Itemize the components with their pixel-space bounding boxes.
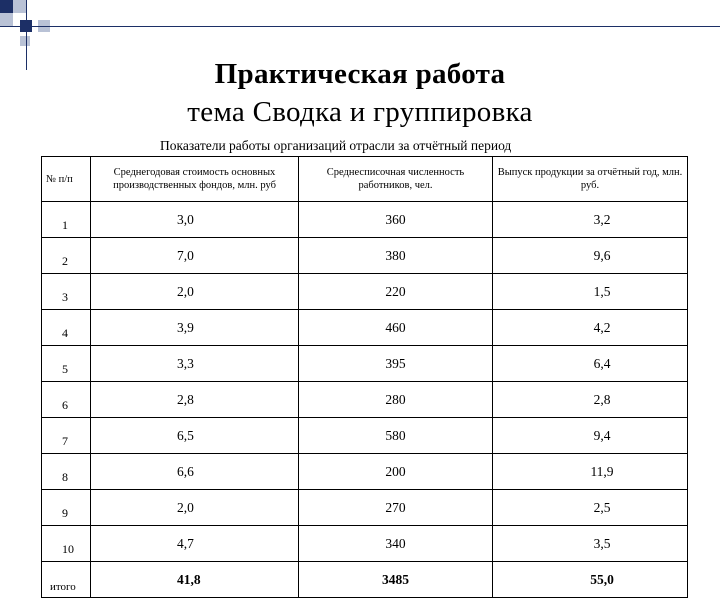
table-row (42, 490, 688, 526)
header-fixed-assets: Среднегодовая стоимость основных производственных фондов, млн. руб (91, 157, 299, 202)
table-caption: Показатели работы организаций отрасли за отчётный период (160, 138, 512, 153)
table-row (42, 238, 688, 274)
table-total-row (42, 562, 688, 598)
employees-value: 220 (299, 274, 493, 310)
row-number: 3 (42, 274, 91, 310)
table-row (42, 274, 688, 310)
employees-value: 270 (299, 490, 493, 526)
page-title: Практическая работа (214, 58, 506, 90)
page-subtitle: тема Сводка и группировка (187, 96, 533, 128)
row-number: 4 (42, 310, 91, 346)
output-value: 1,5 (493, 274, 688, 310)
output-value: 9,4 (493, 418, 688, 454)
fixed-assets-value: 3,3 (91, 346, 299, 382)
employees-value: 200 (299, 454, 493, 490)
employees-value: 340 (299, 526, 493, 562)
employees-value: 360 (299, 202, 493, 238)
row-number: 1 (42, 202, 91, 238)
row-number: 9 (42, 490, 91, 526)
deco-square-dark-top (0, 0, 13, 13)
fixed-assets-value: 3,0 (91, 202, 299, 238)
row-number: 8 (42, 454, 91, 490)
header-number: № п/п (42, 157, 91, 202)
output-value: 6,4 (493, 346, 688, 382)
table-row (42, 454, 688, 490)
data-table (41, 156, 688, 598)
total-fixed-assets: 41,8 (91, 562, 299, 598)
employees-value: 395 (299, 346, 493, 382)
table-row (42, 202, 688, 238)
employees-value: 280 (299, 382, 493, 418)
output-value: 3,2 (493, 202, 688, 238)
fixed-assets-value: 6,5 (91, 418, 299, 454)
output-value: 2,8 (493, 382, 688, 418)
row-number: 10 (42, 526, 91, 562)
row-number: 5 (42, 346, 91, 382)
table-row (42, 526, 688, 562)
fixed-assets-value: 6,6 (91, 454, 299, 490)
row-number: 6 (42, 382, 91, 418)
deco-horizontal-line (0, 26, 720, 27)
fixed-assets-value: 2,8 (91, 382, 299, 418)
total-label: итого (42, 562, 91, 598)
fixed-assets-value: 2,0 (91, 490, 299, 526)
output-value: 11,9 (493, 454, 688, 490)
fixed-assets-value: 7,0 (91, 238, 299, 274)
output-value: 9,6 (493, 238, 688, 274)
header-employees: Среднесписочная численность работников, чел. (299, 157, 493, 202)
output-value: 3,5 (493, 526, 688, 562)
employees-value: 380 (299, 238, 493, 274)
fixed-assets-value: 2,0 (91, 274, 299, 310)
fixed-assets-value: 3,9 (91, 310, 299, 346)
total-employees: 3485 (299, 562, 493, 598)
deco-square-light-top (13, 0, 26, 13)
output-value: 2,5 (493, 490, 688, 526)
output-value: 4,2 (493, 310, 688, 346)
table-row (42, 418, 688, 454)
deco-square-light-mid (0, 13, 13, 26)
deco-square-light-low (20, 36, 30, 46)
employees-value: 580 (299, 418, 493, 454)
header-output: Выпуск продукции за отчётный год, млн. руб. (493, 157, 688, 202)
employees-value: 460 (299, 310, 493, 346)
row-number: 7 (42, 418, 91, 454)
table-row (42, 382, 688, 418)
fixed-assets-value: 4,7 (91, 526, 299, 562)
row-number: 2 (42, 238, 91, 274)
table-header-row (42, 157, 688, 202)
total-output: 55,0 (493, 562, 688, 598)
table-row (42, 310, 688, 346)
table-row (42, 346, 688, 382)
